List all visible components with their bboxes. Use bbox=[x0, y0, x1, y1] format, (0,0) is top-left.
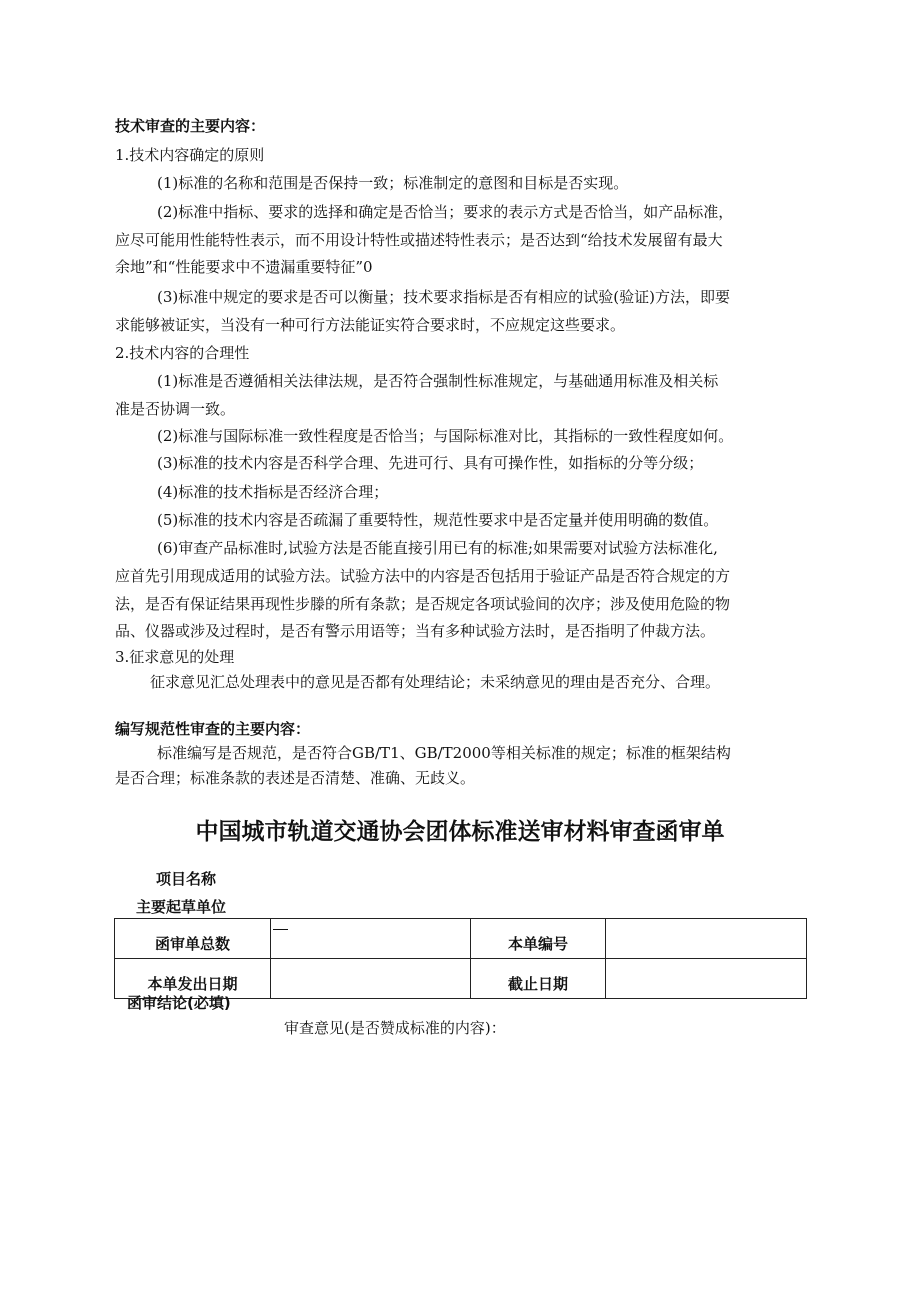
section-1-item-2-line-3: 余地”和“性能要求中不遗漏重要特征”0 bbox=[115, 258, 373, 276]
section-3-item-1: 征求意见汇总处理表中的意见是否都有处理结论；未采纳意见的理由是否充分、合理。 bbox=[150, 673, 721, 691]
total-count-cell[interactable] bbox=[271, 919, 471, 959]
section-2-item-6-line-4: 品、仪器或涉及过程时，是否有警示用语等；当有多种试验方法时，是否指明了仲裁方法。 bbox=[115, 622, 716, 640]
issue-date-label: 本单发出日期 bbox=[115, 959, 271, 999]
section-3-title: 3.征求意见的处理 bbox=[115, 648, 235, 666]
section-2-item-1-line-2: 准是否协调一致。 bbox=[115, 400, 236, 418]
section-2-title: 2.技术内容的合理性 bbox=[115, 344, 250, 362]
form-number-label: 本单编号 bbox=[471, 919, 606, 959]
section-2-item-3: (3)标准的技术内容是否科学合理、先进可行、具有可操作性，如指标的分等分级； bbox=[157, 454, 704, 472]
dash-mark bbox=[273, 929, 288, 930]
section-2-item-5: (5)标准的技术内容是否疏漏了重要特性，规范性要求中是否定量并使用明确的数值。 bbox=[157, 511, 719, 529]
deadline-label: 截止日期 bbox=[471, 959, 606, 999]
section-1-title: 1.技术内容确定的原则 bbox=[115, 146, 265, 164]
drafting-unit-label: 主要起草单位 bbox=[136, 898, 227, 916]
section-1-item-1: (1)标准的名称和范围是否保持一致；标准制定的意图和目标是否实现。 bbox=[157, 174, 629, 192]
deadline-cell[interactable] bbox=[606, 959, 807, 999]
total-count-label: 函审单总数 bbox=[115, 919, 271, 959]
editorial-review-line-1: 标准编写是否规范，是否符合GB/T1、GB/T2000等相关标准的规定；标准的框架结构 bbox=[157, 744, 731, 762]
conclusion-label: 函审结论(必填) bbox=[127, 994, 231, 1012]
section-2-item-1-line-1: (1)标准是否遵循相关法律法规，是否符合强制性标准规定，与基础通用标准及相关标 bbox=[157, 372, 719, 390]
review-opinion-label: 审查意见(是否赞成标准的内容)： bbox=[284, 1019, 506, 1037]
table-row bbox=[115, 919, 807, 959]
section-1-item-3-line-2: 求能够被证实，当没有一种可行方法能证实符合要求时，不应规定这些要求。 bbox=[115, 316, 626, 334]
editorial-review-line-2: 是否合理；标准条款的表述是否清楚、准确、无歧义。 bbox=[115, 769, 476, 787]
editorial-review-heading: 编写规范性审查的主要内容： bbox=[115, 720, 311, 738]
section-2-item-6-line-1: (6)审查产品标准时,试验方法是否能直接引用已有的标准;如果需要对试验方法标准化, bbox=[157, 539, 718, 557]
form-title: 中国城市轨道交通协会团体标准送审材料审查函审单 bbox=[195, 819, 725, 845]
review-form-table bbox=[114, 918, 807, 999]
section-2-item-6-line-2: 应首先引用现成适用的试验方法。试验方法中的内容是否包括用于验证产品是否符合规定的方 bbox=[115, 567, 731, 585]
section-2-item-6-line-3: 法，是否有保证结果再现性步滕的所有条款；是否规定各项试验间的次序；涉及使用危险的物 bbox=[115, 595, 731, 613]
issue-date-cell[interactable] bbox=[271, 959, 471, 999]
technical-review-heading: 技术审查的主要内容： bbox=[115, 117, 266, 135]
section-1-item-2-line-2: 应尽可能用性能特性表示，而不用设计特性或描述特性表示；是否达到“给技术发展留有最大 bbox=[115, 231, 723, 249]
section-1-item-3-line-1: (3)标准中规定的要求是否可以衡量；技术要求指标是否有相应的试验(验证)方法，即要 bbox=[157, 288, 730, 306]
project-name-label: 项目名称 bbox=[156, 870, 217, 888]
section-2-item-4: (4)标准的技术指标是否经济合理； bbox=[157, 483, 389, 501]
section-2-item-2: (2)标准与国际标准一致性程度是否恰当；与国际标准对比，其指标的一致性程度如何。 bbox=[157, 427, 734, 445]
section-1-item-2-line-1: (2)标准中指标、要求的选择和确定是否恰当；要求的表示方式是否恰当，如产品标准， bbox=[157, 203, 734, 221]
form-number-cell[interactable] bbox=[606, 919, 807, 959]
